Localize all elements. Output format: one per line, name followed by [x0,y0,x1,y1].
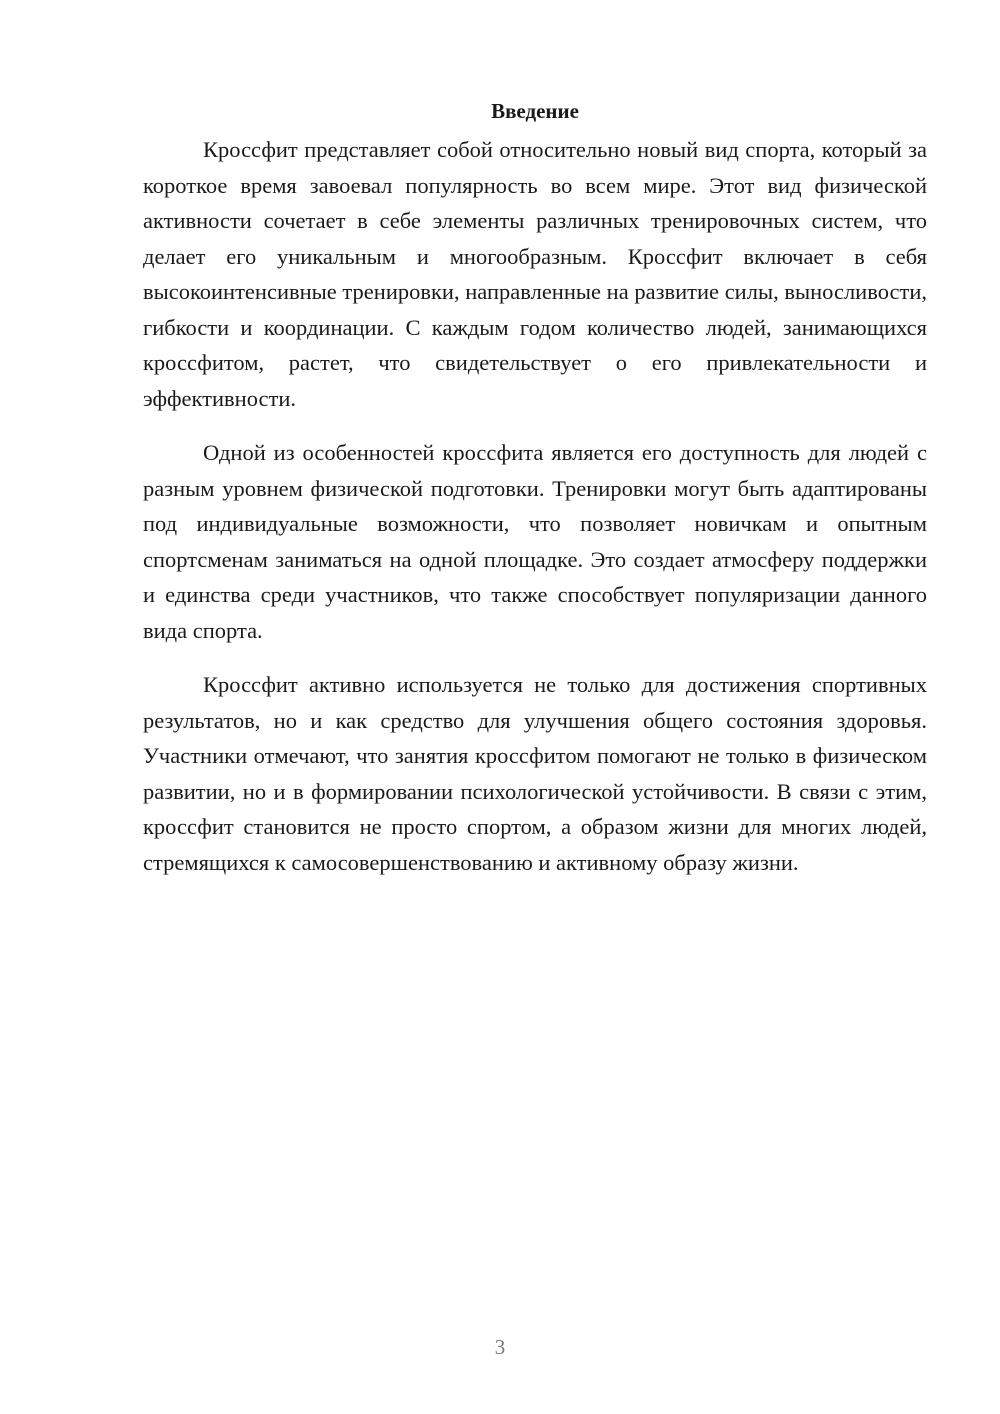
page-number: 3 [494,1335,506,1359]
paragraph-2: Одной из особенностей кроссфита является его доступность для людей с разным уровнем физической подготовки. Тренировки могут быть адаптированы под индивидуальные возможности, что позволяет новичкам и опытным спортсменам заниматься на одной площадке. Это создает атмосферу поддержки и единства среди участников, что также способствует популяризации данного вида спорта. [143,440,927,643]
paragraph-1: Кроссфит представляет собой относительно новый вид спорта, который за короткое время завоевал популярность во всем мире. Этот вид физической активности сочетает в себе элементы различных тренировочных систем, что делает его уникальным и многообразным. Кроссфит включает в себя высокоинтенсивные тренировки, направленные на развитие силы, выносливости, гибкости и координации. С каждым годом количество людей, занимающихся кроссфитом, растет, что свидетельствует о его привлекательности и эффективности. [143,137,927,411]
paragraph-3: Кроссфит активно используется не только для достижения спортивных результатов, но и как средство для улучшения общего состояния здоровья. Участники отмечают, что занятия кроссфитом помогают не только в физическом развитии, но и в формировании психологической устойчивости. В связи с этим, кроссфит становится не просто спортом, а образом жизни для многих людей, стремящихся к самосовершенствованию и активному образу жизни. [143,672,927,875]
section-title: Введение [491,99,579,123]
page-content [143,96,927,899]
